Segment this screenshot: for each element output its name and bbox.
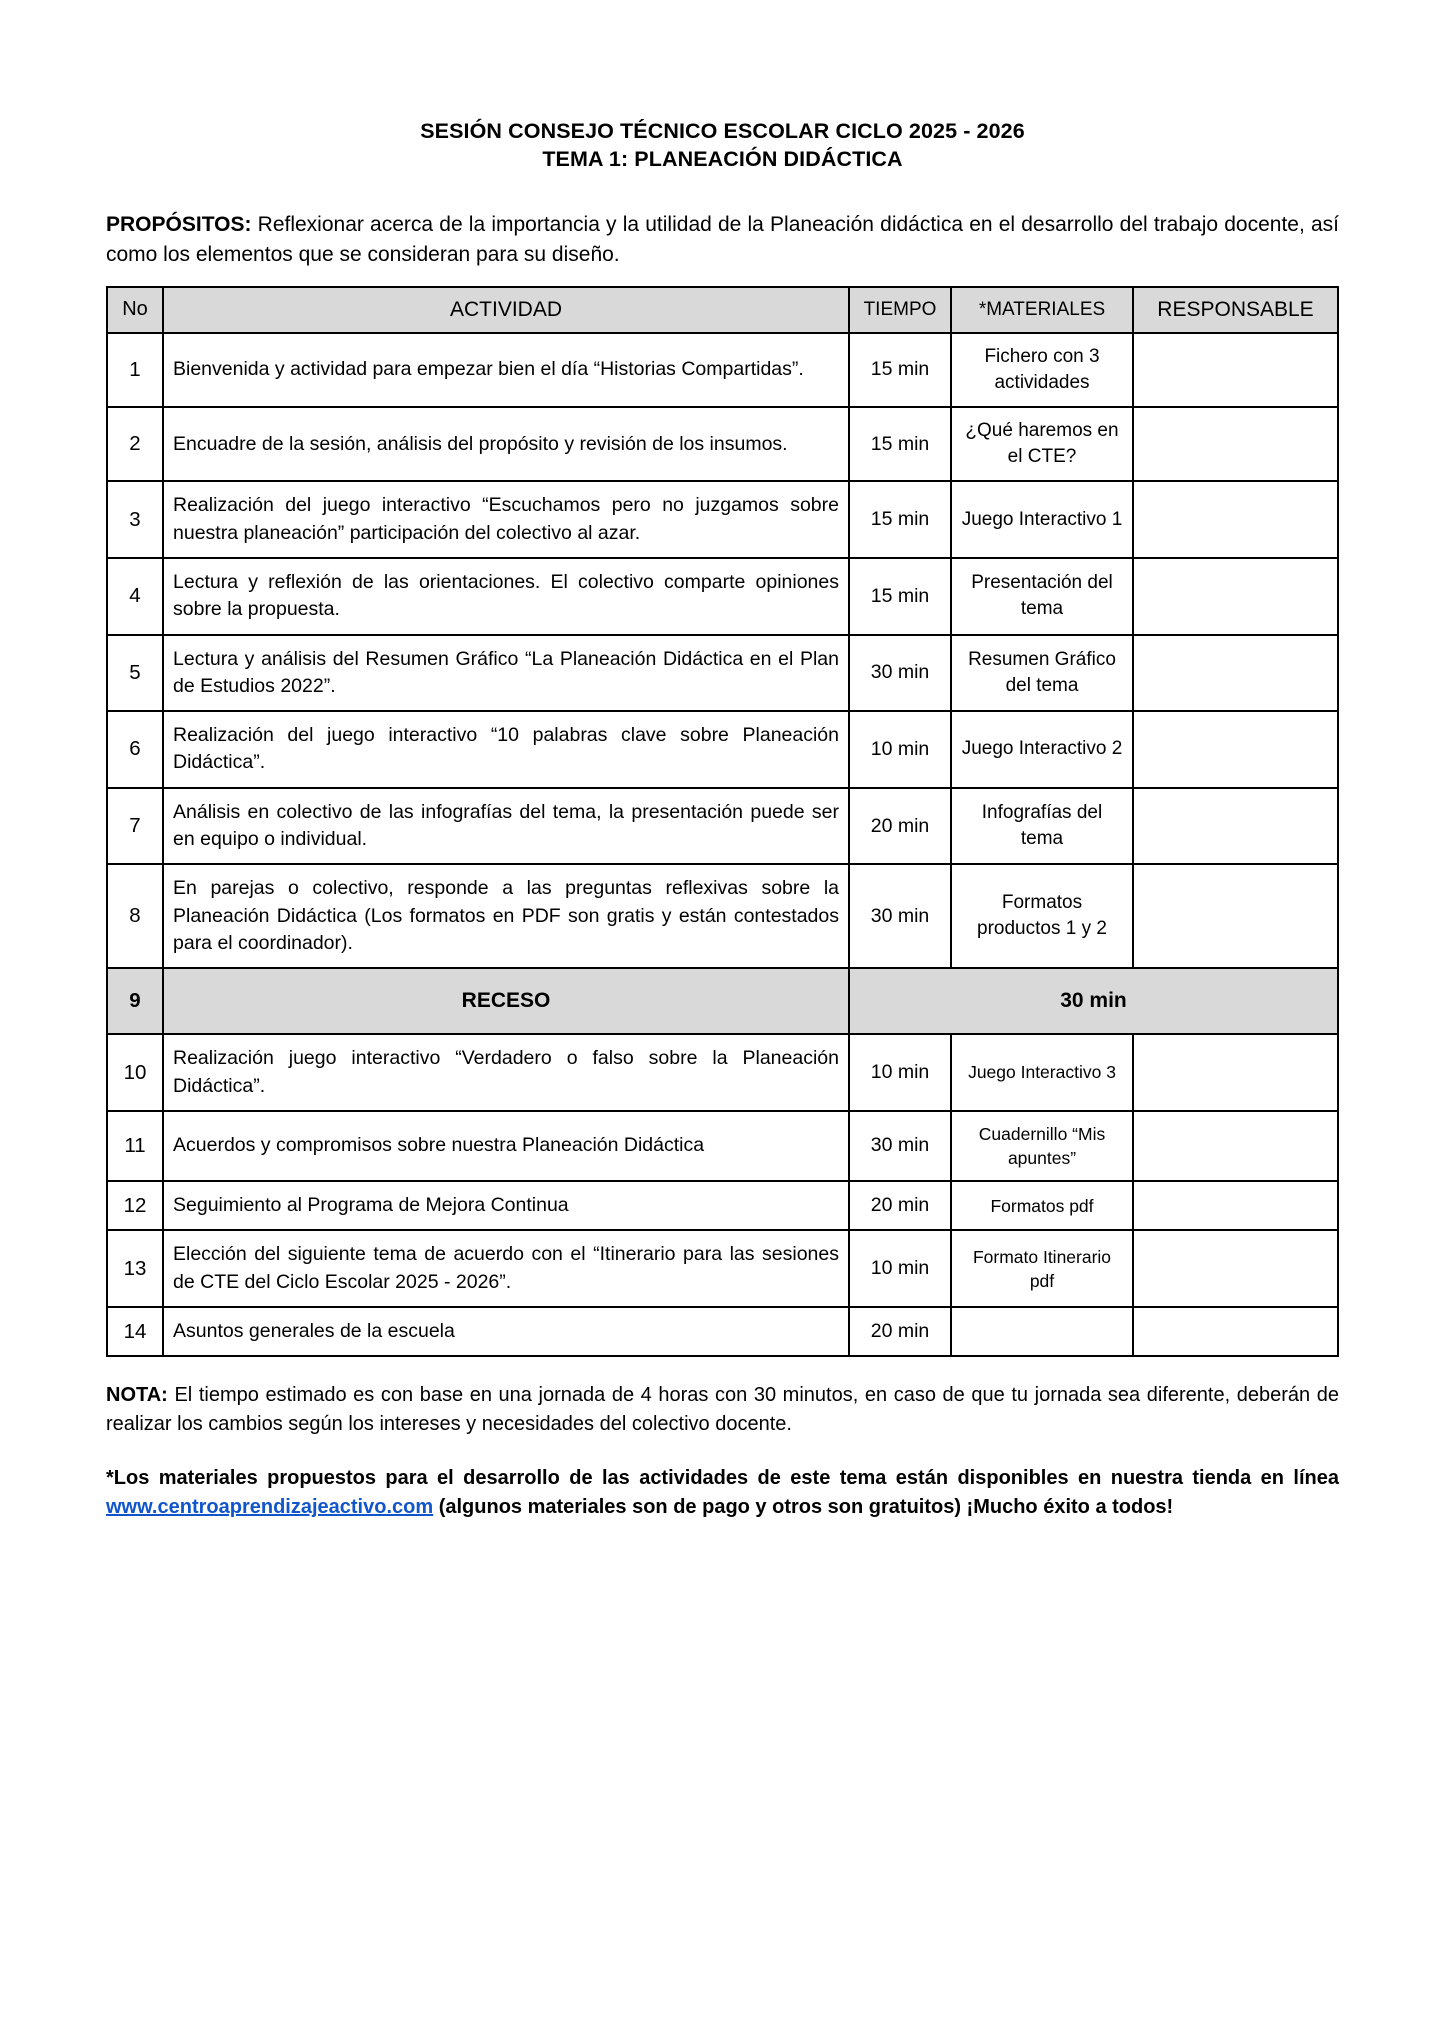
cell-time: 15 min bbox=[849, 407, 951, 481]
cell-responsible[interactable] bbox=[1133, 1034, 1338, 1111]
cell-responsible[interactable] bbox=[1133, 1111, 1338, 1181]
column-header-responsible: RESPONSABLE bbox=[1133, 287, 1338, 333]
purpose-text: Reflexionar acerca de la importancia y la utilidad de la Planeación didáctica en el desarrollo del trabajo docente, así como los elementos que se consideran para su diseño. bbox=[106, 212, 1339, 266]
table-header bbox=[107, 287, 1338, 333]
cell-activity: Seguimiento al Programa de Mejora Continua bbox=[163, 1181, 849, 1230]
cell-no: 13 bbox=[107, 1230, 163, 1307]
table-header-row bbox=[107, 287, 1338, 333]
cell-materials: Formatos pdf bbox=[951, 1181, 1133, 1230]
cell-materials: Infografías del tema bbox=[951, 788, 1133, 865]
purpose-paragraph bbox=[106, 210, 1339, 270]
table-row bbox=[107, 968, 1338, 1034]
document-title-block bbox=[106, 118, 1339, 174]
cell-responsible[interactable] bbox=[1133, 711, 1338, 788]
cell-time: 20 min bbox=[849, 1181, 951, 1230]
table-row bbox=[107, 1111, 1338, 1181]
cell-no: 1 bbox=[107, 333, 163, 407]
nota-label: NOTA: bbox=[106, 1384, 168, 1407]
cell-materials: Juego Interactivo 2 bbox=[951, 711, 1133, 788]
cell-no: 10 bbox=[107, 1034, 163, 1111]
table-row bbox=[107, 1307, 1338, 1356]
table-row bbox=[107, 481, 1338, 558]
cell-activity: Realización del juego interactivo “10 palabras clave sobre Planeación Didáctica”. bbox=[163, 711, 849, 788]
column-header-activity: ACTIVIDAD bbox=[163, 287, 849, 333]
cell-responsible[interactable] bbox=[1133, 1181, 1338, 1230]
cell-materials: Presentación del tema bbox=[951, 558, 1133, 635]
cell-materials: Resumen Gráfico del tema bbox=[951, 635, 1133, 712]
cell-responsible[interactable] bbox=[1133, 481, 1338, 558]
cell-activity: Bienvenida y actividad para empezar bien el día “Historias Compartidas”. bbox=[163, 333, 849, 407]
table-row bbox=[107, 558, 1338, 635]
cell-break-label: RECESO bbox=[163, 968, 849, 1034]
cell-time: 15 min bbox=[849, 558, 951, 635]
table-body bbox=[107, 333, 1338, 1357]
cell-activity: Realización del juego interactivo “Escuchamos pero no juzgamos sobre nuestra planeación” participación del colectivo al azar. bbox=[163, 481, 849, 558]
cell-time: 20 min bbox=[849, 788, 951, 865]
cell-time: 20 min bbox=[849, 1307, 951, 1356]
cell-materials: Juego Interactivo 1 bbox=[951, 481, 1133, 558]
cell-no: 11 bbox=[107, 1111, 163, 1181]
table-row bbox=[107, 1181, 1338, 1230]
cell-time: 15 min bbox=[849, 333, 951, 407]
cell-no: 2 bbox=[107, 407, 163, 481]
table-row bbox=[107, 333, 1338, 407]
table-row bbox=[107, 788, 1338, 865]
cell-materials: Formato Itinerario pdf bbox=[951, 1230, 1133, 1307]
cell-activity: Realización juego interactivo “Verdadero o falso sobre la Planeación Didáctica”. bbox=[163, 1034, 849, 1111]
cell-responsible[interactable] bbox=[1133, 635, 1338, 712]
table-row bbox=[107, 711, 1338, 788]
cell-responsible[interactable] bbox=[1133, 1230, 1338, 1307]
cell-activity: Lectura y reflexión de las orientaciones. El colectivo comparte opiniones sobre la propuesta. bbox=[163, 558, 849, 635]
cell-activity: Elección del siguiente tema de acuerdo con el “Itinerario para las sesiones de CTE del Ciclo Escolar 2025 - 2026”. bbox=[163, 1230, 849, 1307]
cell-no: 7 bbox=[107, 788, 163, 865]
cell-activity: Acuerdos y compromisos sobre nuestra Planeación Didáctica bbox=[163, 1111, 849, 1181]
cell-responsible[interactable] bbox=[1133, 788, 1338, 865]
cell-time: 10 min bbox=[849, 1230, 951, 1307]
materials-footnote bbox=[106, 1464, 1339, 1522]
cell-no: 4 bbox=[107, 558, 163, 635]
cell-activity: Asuntos generales de la escuela bbox=[163, 1307, 849, 1356]
cell-activity: En parejas o colectivo, responde a las preguntas reflexivas sobre la Planeación Didáctica (Los formatos en PDF son gratis y están contestados para el coordinador). bbox=[163, 864, 849, 968]
cell-responsible[interactable] bbox=[1133, 864, 1338, 968]
nota-text: El tiempo estimado es con base en una jornada de 4 horas con 30 minutos, en caso de que tu jornada sea diferente, deberán de realizar los cambios según los intereses y necesidades del colectivo docente. bbox=[106, 1384, 1339, 1435]
cell-responsible[interactable] bbox=[1133, 558, 1338, 635]
cell-materials bbox=[951, 1307, 1133, 1356]
store-website-link[interactable]: www.centroaprendizajeactivo.com bbox=[106, 1496, 434, 1519]
footnote-text-before-link: *Los materiales propuestos para el desarrollo de las actividades de este tema están disponibles en nuestra tienda en línea bbox=[106, 1467, 1339, 1490]
cell-responsible[interactable] bbox=[1133, 407, 1338, 481]
cell-time: 30 min bbox=[849, 1111, 951, 1181]
cell-time: 10 min bbox=[849, 1034, 951, 1111]
footnote-text-after-link: (algunos materiales son de pago y otros son gratuitos) ¡Mucho éxito a todos! bbox=[433, 1496, 1174, 1519]
table-row bbox=[107, 864, 1338, 968]
agenda-table bbox=[106, 286, 1339, 1358]
cell-time: 15 min bbox=[849, 481, 951, 558]
column-header-no: No bbox=[107, 287, 163, 333]
cell-break-time: 30 min bbox=[849, 968, 1338, 1034]
cell-time: 10 min bbox=[849, 711, 951, 788]
cell-no: 3 bbox=[107, 481, 163, 558]
column-header-materials: *MATERIALES bbox=[951, 287, 1133, 333]
cell-no: 12 bbox=[107, 1181, 163, 1230]
page-title-line-2: TEMA 1: PLANEACIÓN DIDÁCTICA bbox=[542, 146, 903, 171]
cell-responsible[interactable] bbox=[1133, 333, 1338, 407]
table-row bbox=[107, 1230, 1338, 1307]
table-row bbox=[107, 407, 1338, 481]
page-title-line-1: SESIÓN CONSEJO TÉCNICO ESCOLAR CICLO 2025 - 2026 bbox=[420, 119, 1025, 143]
cell-no: 5 bbox=[107, 635, 163, 712]
nota-paragraph bbox=[106, 1381, 1339, 1438]
cell-responsible[interactable] bbox=[1133, 1307, 1338, 1356]
cell-no: 8 bbox=[107, 864, 163, 968]
cell-no: 6 bbox=[107, 711, 163, 788]
column-header-time: TIEMPO bbox=[849, 287, 951, 333]
cell-no: 9 bbox=[107, 968, 163, 1034]
cell-activity: Análisis en colectivo de las infografías del tema, la presentación puede ser en equipo o individual. bbox=[163, 788, 849, 865]
cell-activity: Encuadre de la sesión, análisis del propósito y revisión de los insumos. bbox=[163, 407, 849, 481]
cell-activity: Lectura y análisis del Resumen Gráfico “La Planeación Didáctica en el Plan de Estudios 2022”. bbox=[163, 635, 849, 712]
table-row bbox=[107, 635, 1338, 712]
cell-materials: Cuadernillo “Mis apuntes” bbox=[951, 1111, 1133, 1181]
purpose-label: PROPÓSITOS: bbox=[106, 212, 252, 236]
cell-materials: Fichero con 3 actividades bbox=[951, 333, 1133, 407]
cell-materials: ¿Qué haremos en el CTE? bbox=[951, 407, 1133, 481]
cell-materials: Formatos productos 1 y 2 bbox=[951, 864, 1133, 968]
table-row bbox=[107, 1034, 1338, 1111]
cell-materials: Juego Interactivo 3 bbox=[951, 1034, 1133, 1111]
cell-time: 30 min bbox=[849, 864, 951, 968]
cell-no: 14 bbox=[107, 1307, 163, 1356]
cell-time: 30 min bbox=[849, 635, 951, 712]
